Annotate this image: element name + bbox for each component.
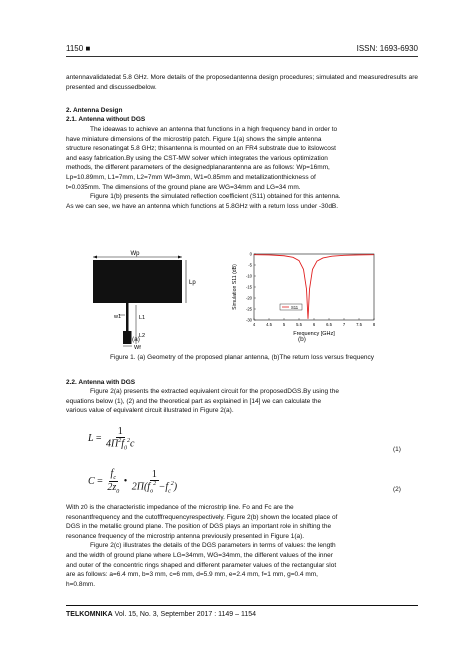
s11-chart <box>228 248 388 340</box>
y-tick-label: -15 <box>245 284 252 290</box>
issn: ISSN: 1693-6930 <box>356 44 418 53</box>
x-axis-ticks <box>253 318 376 327</box>
x-tick-label: 7.5 <box>356 322 362 327</box>
text-line: various value of equivalent circuit illustrated in Figure 2(a). <box>66 407 234 415</box>
dgs-paragraph <box>66 387 418 416</box>
y-tick-label: -30 <box>245 317 252 323</box>
x-tick-label: 7 <box>342 322 346 327</box>
text-line: Figure 2(c) illustrates the details of the DGS parameters in terms of values: the length <box>90 542 336 550</box>
y-tick-label: -10 <box>245 273 252 279</box>
s11-series-line <box>254 255 374 319</box>
footer-rule <box>66 605 418 606</box>
x-tick-label: 4.5 <box>266 322 272 327</box>
text-line: As we can see, we have an antenna which functions at 5.8GHz with a return loss under -30dB. <box>66 202 339 210</box>
square-marker-icon: ■ <box>85 44 91 53</box>
text-line: resonantfrequency and the cutofffrequencyrespectively. Figure 2(b) shown the located place of <box>66 513 338 521</box>
section-title: 2. Antenna Design <box>66 107 123 114</box>
legend-label: S11 <box>291 305 299 310</box>
equation-2: C = $\frac{f_c}{2z_0}$ • $\frac{1}{2\Pi(f_o^2 -f_c^2)}$ <box>88 468 178 495</box>
text-line: and easy fabrication.By using the CST-MW solver which integrates the various optimization <box>66 154 328 162</box>
text-line: and the width of ground plane where LG=34mm, WG=34mm, the different values of the inner <box>66 551 333 559</box>
panel-a-label: (a) <box>132 336 140 343</box>
text-line: t=0.035mm. The dimensions of the ground plane are WG=34mm and LG=34 mm. <box>66 183 301 191</box>
y-tick-label: -5 <box>248 262 252 268</box>
header-rule <box>66 56 418 57</box>
equation-2-number: (2) <box>393 486 401 493</box>
figure-caption: Figure 1. (a) Geometry of the proposed planar antenna, (b)The return loss versus frequency <box>109 354 375 361</box>
equation-1-number: (1) <box>393 446 401 453</box>
y-tick-label: -20 <box>245 295 252 301</box>
plot-frame <box>254 254 374 320</box>
x-axis-label: Frequency [GHz] <box>293 331 335 337</box>
y-tick-label: -25 <box>245 306 252 312</box>
text-line: equations below (1), (2) and the theoretical part as explained in [14] we can calculate the <box>66 397 322 405</box>
text-line: Figure 2(a) presents the extracted equivalent circuit for the proposedDGS.By using the <box>90 388 339 395</box>
text-line: Figure 1(b) presents the simulated reflection coefficient (S11) obtained for this antenna. <box>90 193 341 201</box>
x-tick-label: 6.5 <box>326 322 332 327</box>
patch <box>93 260 182 303</box>
wp-label: Wp <box>130 251 140 257</box>
x-tick-label: 5.5 <box>296 322 302 327</box>
l1-label: L1 <box>139 315 146 321</box>
text-line: methods, the different parameters of the designedplanarantenna are as follows: Wp=16mm, <box>66 164 330 172</box>
equation-1: L = $\frac{1}{4\Pi^2f_0^2c}$ <box>88 426 135 452</box>
y-axis-label: Simulation S11 (dB) <box>232 264 238 310</box>
antenna-paragraph <box>66 125 418 211</box>
x-tick-label: 8 <box>372 322 376 327</box>
x-tick-label: 5 <box>282 322 286 327</box>
feed-line <box>123 331 132 344</box>
text-line: h=0.8mm. <box>66 580 96 588</box>
subsection-title: 2.2. Antenna with DGS <box>66 379 136 386</box>
text-line: and outer of the concentric rings shaped and different parameter values of the rectangular slot <box>66 561 337 569</box>
dgs-description-paragraph <box>66 503 418 589</box>
l2-label: L2 <box>139 333 146 339</box>
lp-label: Lp <box>189 280 196 286</box>
journal-name: TELKOMNIKA <box>66 611 113 618</box>
y-axis-ticks <box>246 252 256 323</box>
arrow-right-icon <box>178 256 182 259</box>
text-line: resonance frequency of the microstrip antenna previously presented in Figure 1(a). <box>66 532 305 540</box>
subsection-title: 2.1. Antenna without DGS <box>66 116 146 123</box>
x-tick-label: 4 <box>252 322 256 327</box>
text-line: The ideawas to achieve an antenna that functions in a high frequency band in order to <box>90 126 338 133</box>
page-number: 1150 ■ <box>66 44 91 53</box>
text-line: With z0 is the characteristic impedance of the microstrip line. Fo and Fc are the <box>66 504 294 511</box>
panel-b-label: (b) <box>298 336 306 343</box>
arrow-left-icon <box>93 256 97 259</box>
inset-line <box>126 303 129 331</box>
w1-label: w1 <box>114 314 122 320</box>
text-line: structure resonatingat 5.8 GHz; thisantenna is mounted on an FR4 substrate due to itslowcost <box>66 145 336 153</box>
journal-details: Vol. 15, No. 3, September 2017 : 1149 – 1154 <box>114 611 257 618</box>
y-tick-label: 0 <box>249 251 252 257</box>
x-tick-label: 6 <box>312 322 316 327</box>
text-line: are as follows: a=6.4 mm, b=3 mm, c=6 mm, d=5.9 mm, e=2.4 mm, f=1 mm, g=0.4 mm, <box>66 571 318 579</box>
wf-label: Wf <box>134 345 141 350</box>
intro-paragraph: antennavalidatedat 5.8 GHz. More details of the proposedantenna design procedures; simulated and measuredresults are presented and discussedbelow. <box>66 74 418 91</box>
antenna-geometry-figure <box>88 248 203 350</box>
text-line: DGS in the metallic ground plane. The position of DGS plays an important role in shifting the <box>66 523 332 531</box>
footer <box>66 611 256 618</box>
text-line: Lp=10.89mm, L1=7mm, L2=7mm Wf=3mm, W1=0.85mm and metallizationthickness of <box>66 173 316 181</box>
text-line: have miniature dimensions of the microstrip patch. Figure 1(a) shows the simple antenna <box>66 135 322 143</box>
